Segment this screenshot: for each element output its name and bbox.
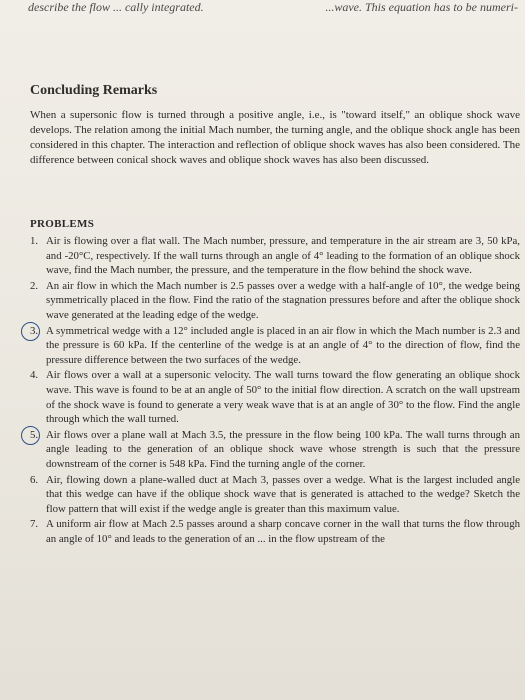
problem-text: An air flow in which the Mach number is 2.5 passes over a wedge with a half-angle of 10°, the wedge being symmetrically placed in the flow. Find the ratio of the stagnation pressures before and after the oblique shock wave generated at the leading edge of the wedge. bbox=[46, 279, 520, 321]
problem-number: 3. bbox=[30, 324, 39, 337]
problem-text: Air flows over a wall at a supersonic velocity. The wall turns toward the flow generating an oblique shock wave. This wave is found to be at an angle of 50° to the initial flow direction. A scratch on the wall upstream of the shock wave is found to generate a very weak wave that is at an angle of 30° to the flow. Find the angle through which the wall turned. bbox=[46, 369, 520, 426]
concluding-text: When a supersonic flow is turned through a positive angle, i.e., is "toward itself," an oblique shock wave develops. The relation among the initial Mach number, the turning angle, and the oblique shock angle has been considered in this chapter. The interaction and reflection of oblique shock waves has also been considered. The difference between conical shock waves and oblique shock waves has also been discussed. bbox=[30, 109, 520, 166]
problem-1 bbox=[30, 234, 520, 278]
problem-text: A symmetrical wedge with a 12° included angle is placed in an air flow in which the Mach number is 2.3 and the pressure is 60 kPa. If the centerline of the wedge is at an angle of 4° to the direction of flow, find the pressure difference between the two surfaces of the wedge. bbox=[46, 324, 520, 366]
top-fragment-left: describe the flow ... cally integrated. bbox=[28, 0, 204, 14]
problem-3 bbox=[30, 324, 520, 368]
problem-5 bbox=[30, 428, 520, 472]
problems-list bbox=[30, 234, 520, 547]
concluding-heading: Concluding Remarks bbox=[30, 83, 158, 98]
top-fragment bbox=[28, 0, 518, 15]
problem-number: 6. bbox=[30, 473, 39, 486]
problem-number: 5. bbox=[30, 428, 39, 441]
problem-6 bbox=[30, 473, 520, 517]
problem-7 bbox=[30, 517, 520, 546]
problem-number: 2. bbox=[30, 279, 39, 292]
problem-2 bbox=[30, 279, 520, 323]
problem-4 bbox=[30, 368, 520, 426]
problem-text: Air, flowing down a plane-walled duct at Mach 3, passes over a wedge. What is the largest included angle that this wedge can have if the oblique shock wave that is generated is attached to the wedge? Sketch the flow pattern that will exist if the wedge angle is greater than this maximum value. bbox=[46, 473, 520, 515]
problem-number: 7. bbox=[30, 518, 39, 531]
problem-number: 4. bbox=[30, 369, 39, 382]
problem-text: Air is flowing over a flat wall. The Mach number, pressure, and temperature in the air stream are 3, 50 kPa, and -20°C, respectively. If the wall turns through an angle of 4° leading to the formation of an oblique shock wave, find the Mach number, the pressure, and the temperature in the flow behind the shock wave. bbox=[46, 235, 520, 277]
problem-text: Air flows over a plane wall at Mach 3.5, the pressure in the flow being 100 kPa. The wall turns through an angle leading to the generation of an oblique shock wave whose strength is such that the pressure downstream of the corner is 548 kPa. Find the turning angle of the corner. bbox=[46, 428, 520, 470]
problem-text: A uniform air flow at Mach 2.5 passes around a sharp concave corner in the wall that turns the flow through an angle of 10° and leads to the generation of an ... in the flow upstream of the bbox=[46, 518, 520, 545]
problem-number: 1. bbox=[30, 235, 39, 247]
top-fragment-right: ...wave. This equation has to be numeri- bbox=[325, 0, 518, 14]
problems-title: PROBLEMS bbox=[30, 218, 95, 230]
